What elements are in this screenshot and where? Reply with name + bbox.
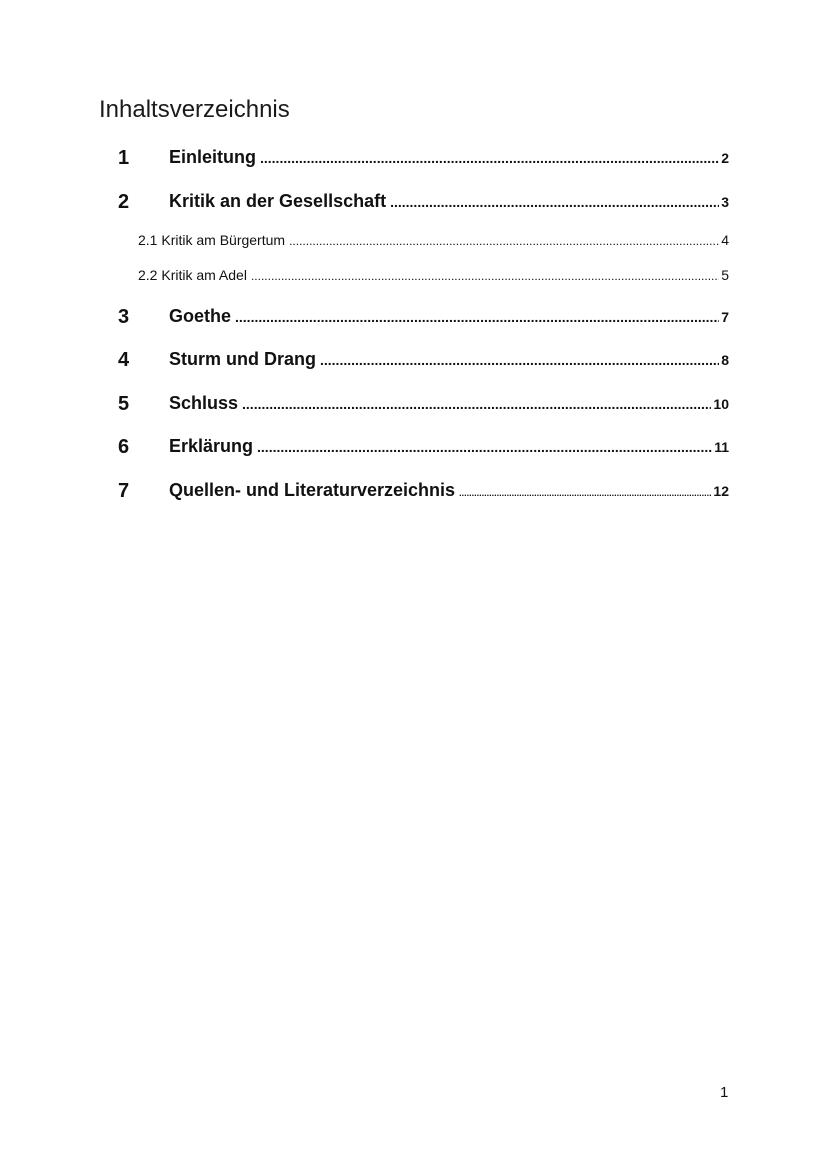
toc-entry-number: 7 — [118, 480, 130, 502]
toc-entry-line — [169, 306, 729, 327]
toc-entry-page: 2 — [721, 150, 729, 166]
toc-entry-page: 10 — [713, 396, 729, 412]
dot-leader — [235, 309, 719, 325]
toc-entry-label: Sturm und Drang — [169, 349, 316, 369]
toc-entry-number: 3 — [118, 306, 130, 328]
dot-leader — [289, 234, 719, 248]
toc-entry-label: Goethe — [169, 306, 232, 326]
dot-leader — [320, 352, 719, 368]
toc-entry-label: Einleitung — [169, 147, 256, 167]
toc-entry-line — [169, 349, 729, 370]
toc-entry-line — [169, 147, 729, 168]
dot-leader — [257, 439, 712, 455]
toc-entry-number: 1 — [118, 147, 130, 169]
toc-entry-number: 2 — [118, 191, 130, 213]
toc-entry-page: 4 — [721, 232, 729, 248]
toc-entry-label: 2.1 Kritik am Bürgertum — [138, 232, 286, 248]
dot-leader — [459, 488, 711, 498]
toc-entry-number: 4 — [118, 349, 130, 371]
toc-entry-line — [169, 480, 729, 501]
toc-entry-label: Erklärung — [169, 436, 254, 456]
toc-entry-page: 8 — [721, 352, 729, 368]
toc-entry-line — [169, 191, 729, 212]
toc-heading: Inhaltsverzeichnis — [99, 96, 290, 123]
toc-entry-label: Schluss — [169, 393, 239, 413]
toc-entry-page: 12 — [713, 483, 729, 499]
page-number: 1 — [720, 1084, 729, 1101]
toc-entry-label: Quellen- und Literaturverzeichnis — [169, 480, 456, 500]
toc-entry-line — [138, 267, 729, 283]
toc-entry-page: 7 — [721, 309, 729, 325]
toc-entry-line — [138, 232, 729, 248]
dot-leader — [260, 150, 719, 166]
dot-leader — [242, 396, 711, 412]
dot-leader — [251, 269, 719, 283]
toc-entry-number: 6 — [118, 436, 130, 458]
toc-entry-page: 3 — [721, 194, 729, 210]
dot-leader — [390, 194, 719, 210]
toc-entry-label: 2.2 Kritik am Adel — [138, 267, 247, 283]
toc-entry-line — [169, 436, 729, 457]
toc-entry-number: 5 — [118, 393, 130, 415]
toc-entry-page: 5 — [721, 267, 729, 283]
toc-entry-page: 11 — [714, 439, 729, 455]
toc-entry-line — [169, 393, 729, 414]
toc-entry-label: Kritik an der Gesellschaft — [169, 191, 387, 211]
